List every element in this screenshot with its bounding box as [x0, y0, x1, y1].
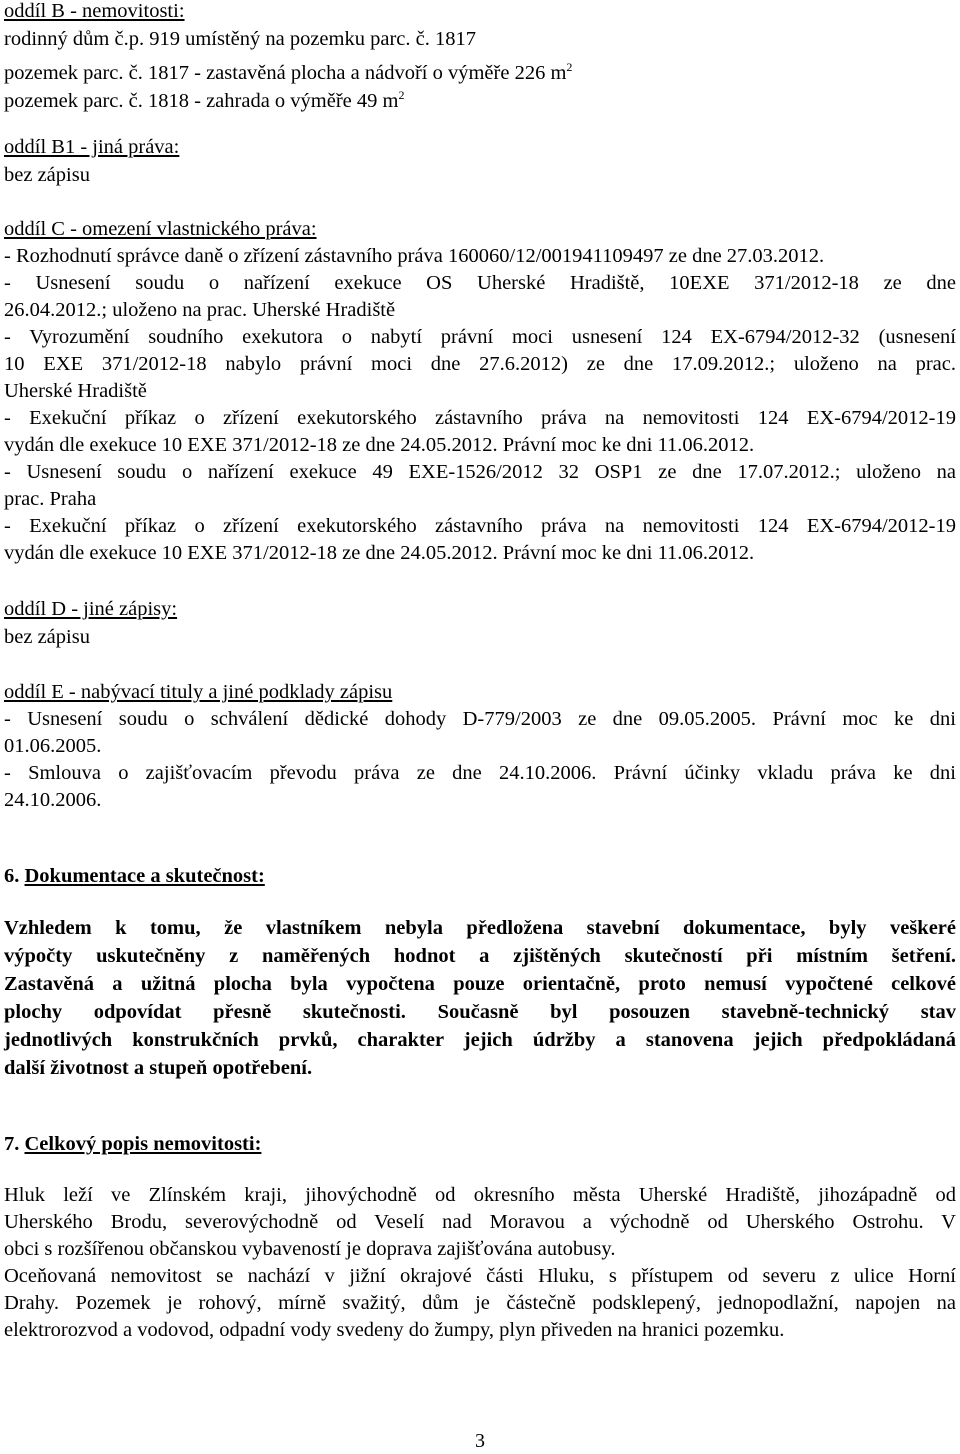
section-c-line: - Exekuční příkaz o zřízení exekutorského zástavního práva na nemovitosti 124 EX-6794/2012-19	[4, 407, 956, 429]
section-6-heading	[4, 862, 956, 890]
section-c-line: 10 EXE 371/2012-18 nabylo právní moci dne 27.6.2012) ze dne 17.09.2012.; uloženo na prac.	[4, 353, 956, 375]
section-c-line: 26.04.2012.; uloženo na prac. Uherské Hradiště	[4, 299, 396, 321]
page-number: 3	[475, 1430, 485, 1452]
section-b-line-3: pozemek parc. č. 1818 - zahrada o výměře 49 $m^2$	[4, 88, 405, 112]
section-7-line: Hluk leží ve Zlínském kraji, jihovýchodně od okresního města Uherské Hradiště, jihozápadně od	[4, 1184, 956, 1206]
section-b-heading: oddíl B - nemovitosti:	[4, 0, 185, 22]
section-7-line: Drahy. Pozemek je rohový, mírně svažitý, dům je částečně podsklepený, jednopodlažní, napojen na	[4, 1292, 956, 1314]
section-c-line: - Exekuční příkaz o zřízení exekutorského zástavního práva na nemovitosti 124 EX-6794/2012-19	[4, 515, 956, 537]
section-e-line: 24.10.2006.	[4, 789, 102, 811]
section-c-line: vydán dle exekuce 10 EXE 371/2012-18 ze dne 24.05.2012. Právní moc ke dni 11.06.2012.	[4, 542, 755, 564]
section-6-line: plochy odpovídat přesně skutečnosti. Současně byl posouzen stavebně-technický stav	[4, 1001, 956, 1023]
section-6-line: Vzhledem k tomu, že vlastníkem nebyla předložena stavební dokumentace, byly veškeré	[4, 917, 956, 939]
section-6-line: Zastavěná a užitná plocha byla vypočtena pouze orientačně, proto nemusí vypočtené celkové	[4, 973, 956, 995]
section-7-number: 7.	[4, 1133, 25, 1155]
section-c-line: prac. Praha	[4, 488, 97, 510]
section-6-line: výpočty uskutečněny z naměřených hodnot a zjištěných skutečností při místním šetření.	[4, 945, 956, 967]
section-c-heading: oddíl C - omezení vlastnického práva:	[4, 218, 317, 240]
section-d-text: bez zápisu	[4, 626, 90, 648]
section-7-heading	[4, 1130, 956, 1158]
section-e-line: - Usnesení soudu o schválení dědické dohody D-779/2003 ze dne 09.05.2005. Právní moc ke dni	[4, 708, 956, 730]
section-b1-text: bez zápisu	[4, 164, 90, 186]
section-b-line-1: rodinný dům č.p. 919 umístěný na pozemku parc. č. 1817	[4, 28, 476, 50]
section-6-title: Dokumentace a skutečnost:	[24, 865, 265, 887]
section-c-line: - Vyrozumění soudního exekutora o nabytí právní moci usnesení 124 EX-6794/2012-32 (usnesení	[4, 326, 956, 348]
section-d-heading: oddíl D - jiné zápisy:	[4, 598, 178, 620]
superscript: 2	[398, 88, 405, 102]
section-c-line: - Rozhodnutí správce daně o zřízení zástavního práva 160060/12/001941109497 ze dne 27.03.2012.	[4, 245, 825, 267]
section-c-line: - Usnesení soudu o nařízení exekuce 49 EXE-1526/2012 32 OSP1 ze dne 17.07.2012.; uloženo na	[4, 461, 956, 483]
section-7-line: elektrorozvod a vodovod, odpadní vody svedeny do žumpy, plyn přiveden na hranici pozemku.	[4, 1319, 785, 1341]
section-c-line: Uherské Hradiště	[4, 380, 147, 402]
section-7-line: Uherského Brodu, severovýchodně od Veselí nad Moravou a východně od Uherského Ostrohu. V	[4, 1211, 956, 1233]
section-7-line: Oceňovaná nemovitost se nachází v jižní okrajové části Hluku, s přístupem od severu z ulice Horní	[4, 1265, 956, 1287]
section-6-line: další životnost a stupeň opotřebení.	[4, 1057, 313, 1079]
section-6-number: 6.	[4, 865, 25, 887]
section-b1-heading: oddíl B1 - jiná práva:	[4, 136, 180, 158]
section-b-line-2: pozemek parc. č. 1817 - zastavěná plocha a nádvoří o výměře 226 $m^2$	[4, 60, 573, 84]
section-7-title: Celkový popis nemovitosti:	[24, 1133, 262, 1155]
section-c-line: - Usnesení soudu o nařízení exekuce OS Uherské Hradiště, 10EXE 371/2012-18 ze dne	[4, 272, 956, 294]
section-e-heading: oddíl E - nabývací tituly a jiné podklady zápisu	[4, 681, 393, 703]
section-c-line: vydán dle exekuce 10 EXE 371/2012-18 ze dne 24.05.2012. Právní moc ke dni 11.06.2012.	[4, 434, 755, 456]
superscript: 2	[566, 60, 573, 74]
section-e-line: - Smlouva o zajišťovacím převodu práva ze dne 24.10.2006. Právní účinky vkladu práva ke dni	[4, 762, 956, 784]
section-6-line: jednotlivých konstrukčních prvků, charakter jejich údržby a stanovena jejich předpokládaná	[4, 1029, 956, 1051]
section-e-line: 01.06.2005.	[4, 735, 102, 757]
section-7-line: obci s rozšířenou občanskou vybaveností je doprava zajišťována autobusy.	[4, 1238, 616, 1260]
